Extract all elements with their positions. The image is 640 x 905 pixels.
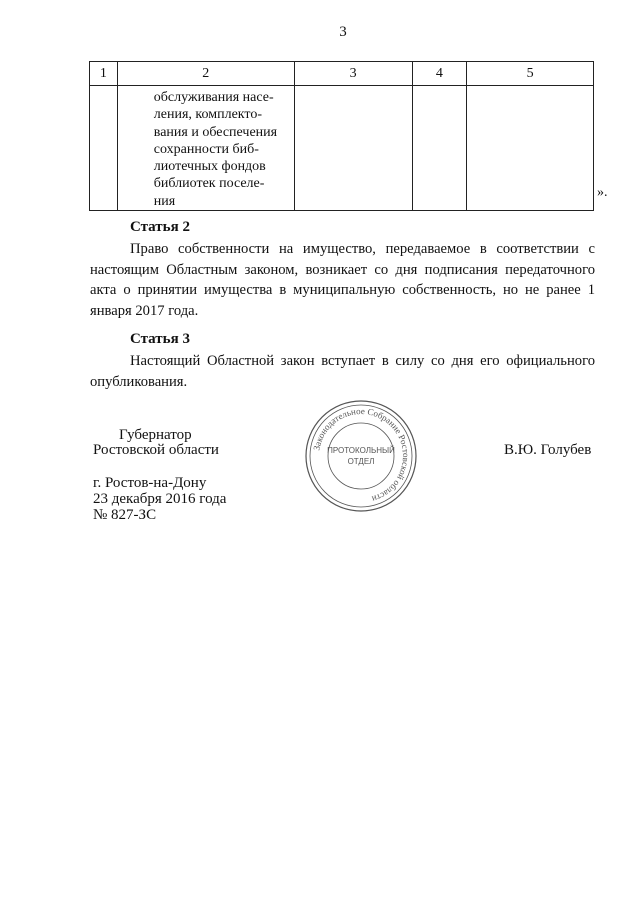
stamp-inner-ring — [328, 423, 394, 489]
governor-title: Губернатор — [119, 427, 192, 443]
table-header-cell: 2 — [117, 62, 294, 86]
continuation-table — [89, 61, 594, 211]
law-number: № 827-ЗС — [93, 507, 157, 523]
stamp-center-line-1: ПРОТОКОЛЬНЫЙ — [327, 446, 395, 455]
stamp-seal — [304, 399, 418, 513]
stamp-ring-text: Законодательное Собрание Ростовской области — [311, 405, 412, 505]
table-row — [90, 86, 594, 211]
page-number: 3 — [339, 24, 347, 40]
table-cell-text: обслуживания насе- ления, комплекто- вания и обеспечения сохранности биб- лиотечных фондов библиотек поселе- ния — [153, 90, 278, 209]
governor-region: Ростовской области — [93, 442, 219, 458]
signing-place: г. Ростов-на-Дону — [93, 475, 207, 491]
stamp-outer-ring — [306, 401, 416, 511]
table-cell — [117, 86, 294, 211]
stamp-center-line-2: ОТДЕЛ — [347, 457, 375, 466]
article-3-heading: Статья 3 — [130, 331, 190, 347]
article-3-text: Настоящий Областной закон вступает в силу со дня его официального опубликования. — [90, 353, 595, 390]
table-header-cell: 1 — [90, 62, 118, 86]
table-header-cell: 3 — [294, 62, 412, 86]
stamp-second-ring — [310, 405, 412, 507]
table-cell — [294, 86, 412, 211]
table-cell — [412, 86, 467, 211]
article-2-text: Право собственности на имущество, передаваемое в соответствии с настоящим Областным законом, возникает со дня подписания передаточного акта о принятии имущества в муниципальную собственность, но не ранее 1 января 2017 года. — [90, 241, 595, 319]
signing-date: 23 декабря 2016 года — [93, 491, 227, 507]
governor-name: В.Ю. Голубев — [504, 442, 592, 458]
table-cell — [467, 86, 594, 211]
closing-quote: ». — [597, 185, 608, 200]
article-2-heading: Статья 2 — [130, 219, 190, 235]
table-header-cell: 4 — [412, 62, 467, 86]
table-header-cell: 5 — [467, 62, 594, 86]
table-cell — [90, 86, 118, 211]
table-header-row — [90, 62, 594, 86]
